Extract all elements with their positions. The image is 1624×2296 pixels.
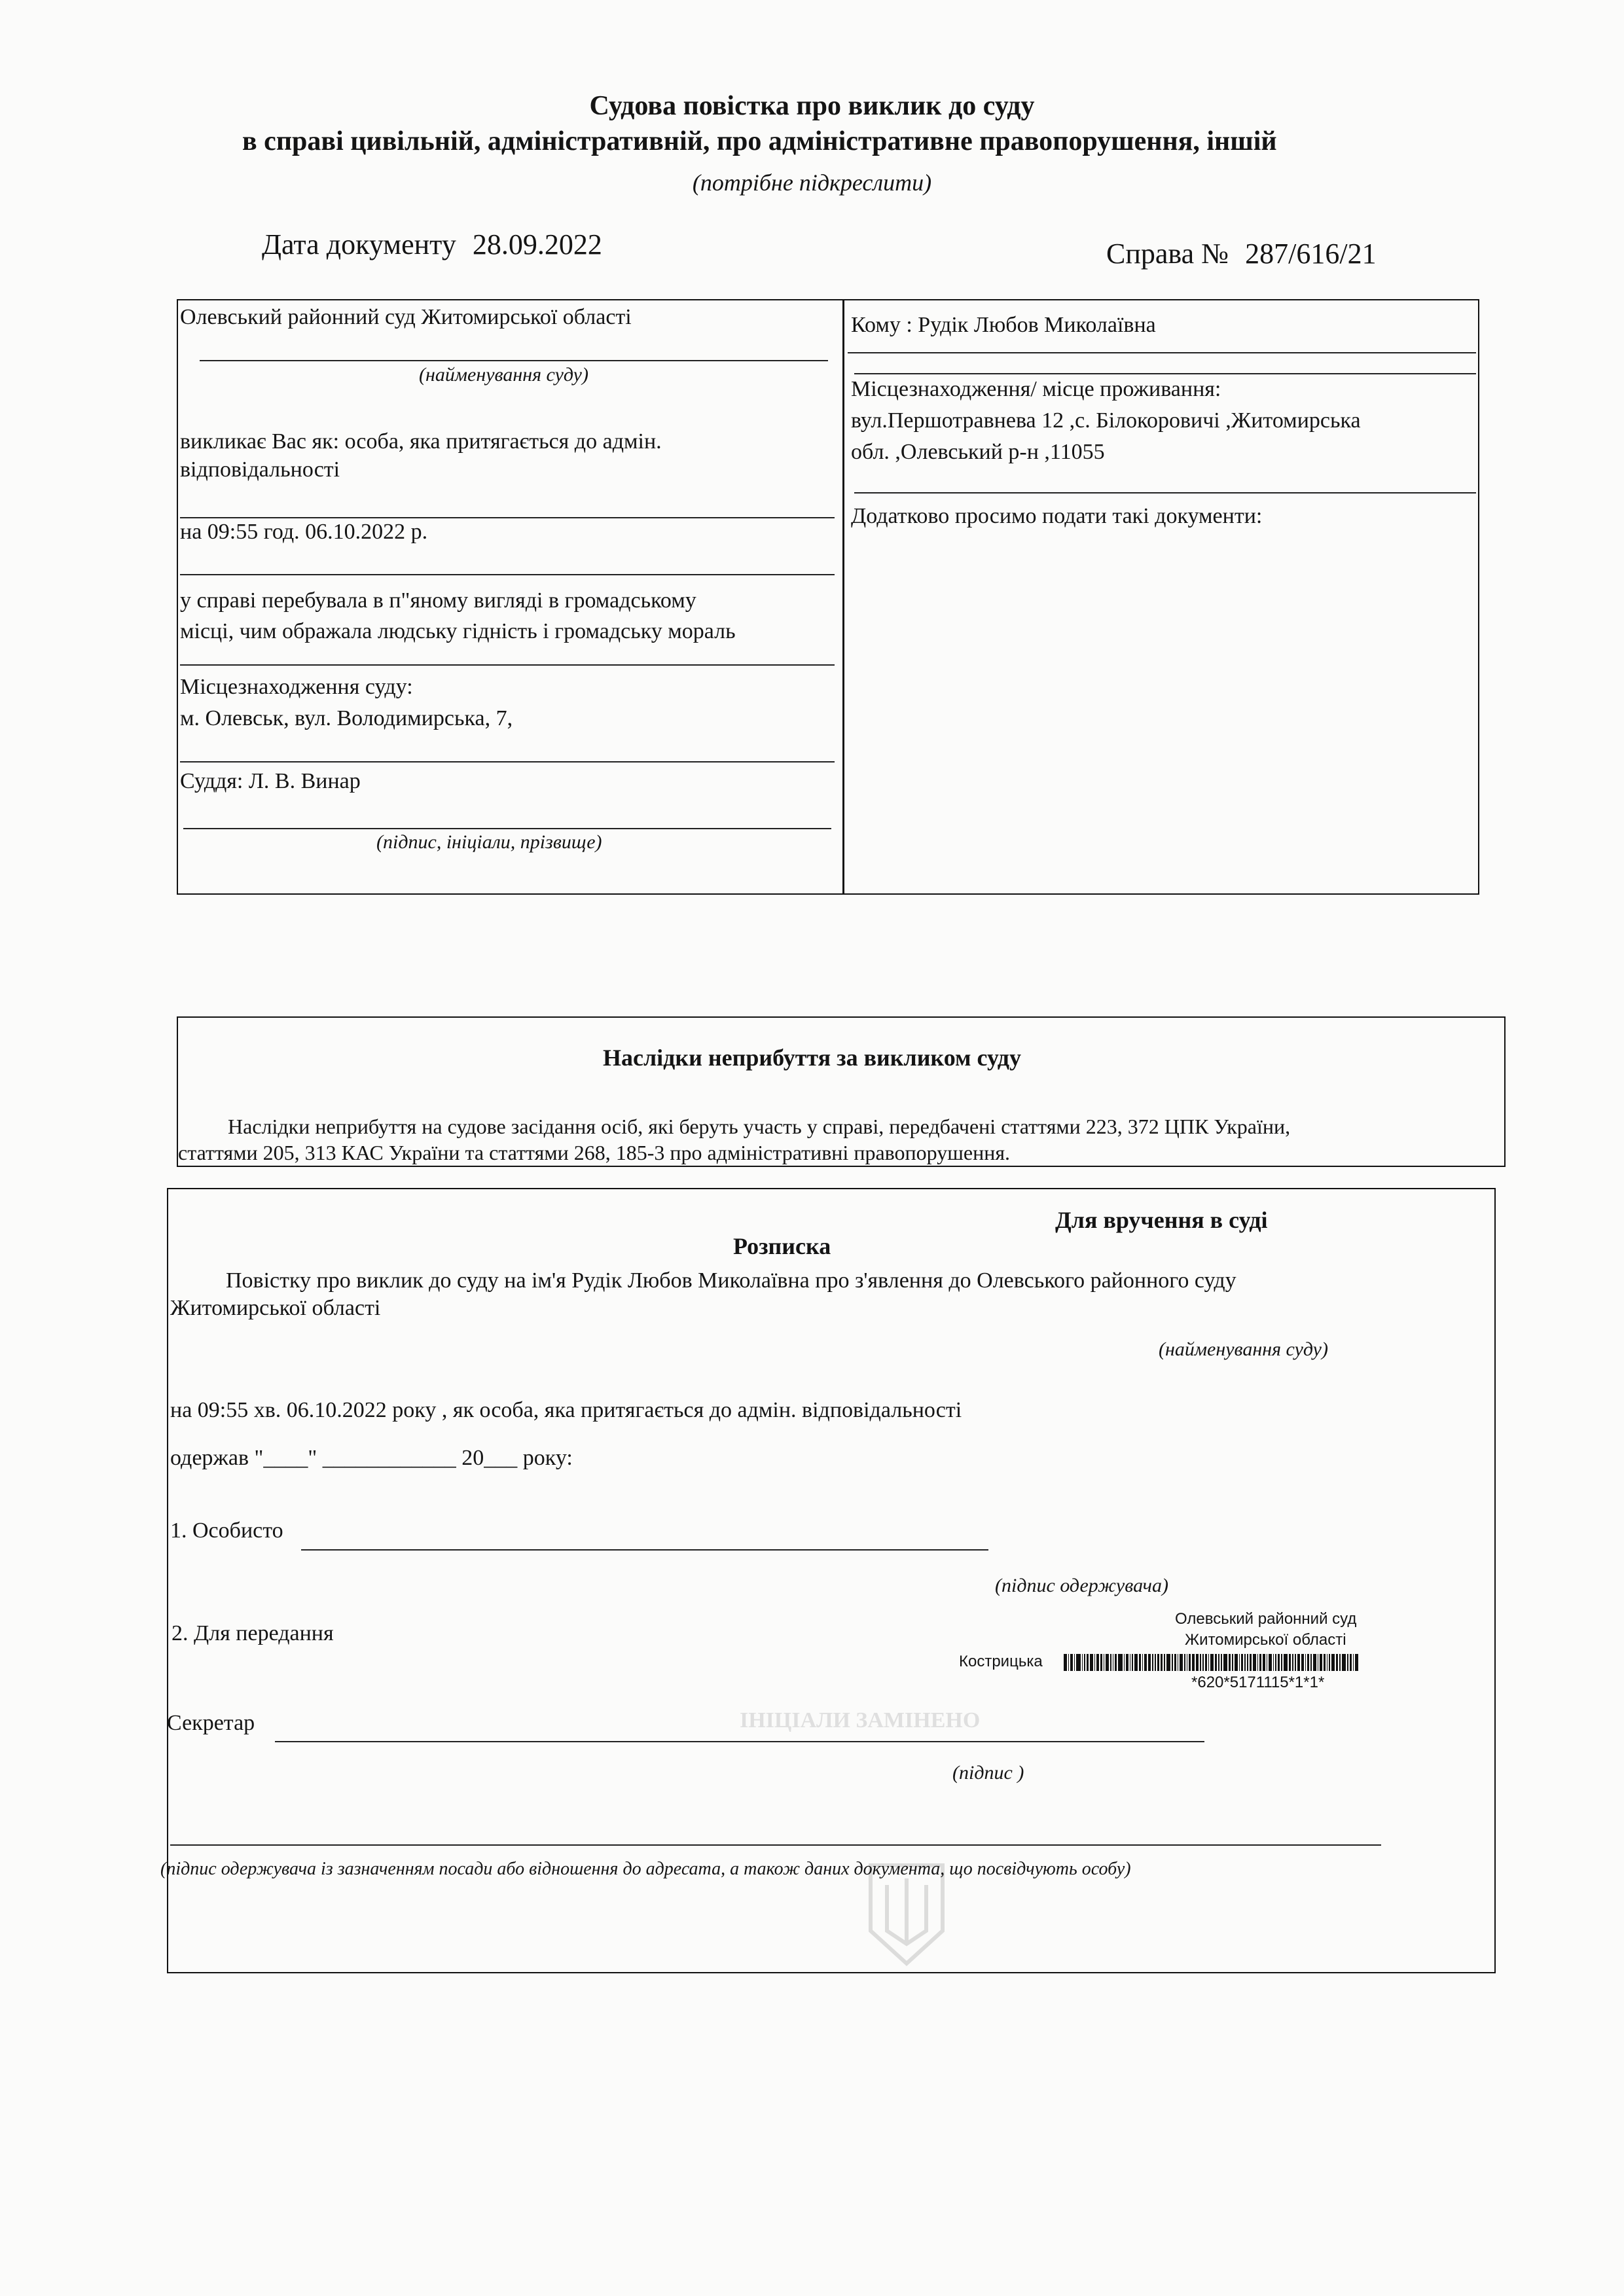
- barcode-bar: [1336, 1654, 1338, 1671]
- barcode-bar: [1301, 1654, 1303, 1671]
- barcode-bar: [1267, 1654, 1268, 1671]
- barcode-bar: [1184, 1654, 1185, 1671]
- receipt-court-caption: (найменування суду): [1159, 1338, 1328, 1360]
- case-number-value: 287/616/21: [1245, 238, 1377, 270]
- case-description-line1: у справі перебувала в п"яному вигляді в громадському: [180, 588, 696, 613]
- barcode-bar: [1241, 1654, 1243, 1671]
- stamp-court-line1: Олевський районний суд: [1175, 1610, 1357, 1628]
- barcode-bar: [1144, 1654, 1146, 1671]
- barcode-bar: [1269, 1654, 1272, 1671]
- barcode-bar: [1068, 1654, 1070, 1671]
- barcode-bar: [1148, 1654, 1151, 1671]
- called-as-line1: викликає Вас як: особа, яка притягається до адмін.: [180, 429, 662, 454]
- barcode-bar: [1100, 1654, 1102, 1671]
- recipient-name: Кому : Рудік Любов Миколаївна: [851, 313, 1156, 337]
- secretary-sign-line: [275, 1741, 1204, 1742]
- location-rule: [180, 664, 835, 666]
- barcode-bar: [1355, 1654, 1358, 1671]
- barcode-bar: [1275, 1654, 1276, 1671]
- barcode-bar: [1172, 1654, 1173, 1671]
- barcode-bar: [1064, 1654, 1067, 1671]
- barcode-bar: [1215, 1654, 1217, 1671]
- barcode-bar: [1074, 1654, 1075, 1671]
- barcode-bar: [1235, 1654, 1238, 1671]
- barcode-bar: [1196, 1654, 1199, 1671]
- barcode-bar: [1253, 1654, 1256, 1671]
- footer-sign-line: [170, 1844, 1381, 1846]
- barcode-bar: [1208, 1654, 1210, 1671]
- court-name-caption: (найменування суду): [419, 364, 588, 386]
- barcode-bar: [1278, 1654, 1280, 1671]
- document-date-label: Дата документу: [262, 228, 456, 260]
- barcode-bar: [1076, 1654, 1080, 1671]
- court-location-label: Місцезнаходження суду:: [180, 675, 413, 699]
- secretary-label: Секретар: [167, 1711, 255, 1735]
- barcode-bar: [1130, 1654, 1131, 1671]
- barcode-bar: [1124, 1654, 1125, 1671]
- barcode-bar: [1307, 1654, 1309, 1671]
- barcode-bar: [1106, 1654, 1109, 1671]
- barcode-bar: [1297, 1654, 1301, 1671]
- barcode-bar: [1347, 1654, 1348, 1671]
- document-subtitle: в справі цивільній, адміністративній, про адміністративне правопорушення, іншій: [242, 126, 1277, 156]
- barcode-bar: [1310, 1654, 1312, 1671]
- barcode-bar: [1118, 1654, 1122, 1671]
- barcode-bar: [1157, 1654, 1159, 1671]
- barcode-bar: [1289, 1654, 1291, 1671]
- summons-divider: [842, 299, 844, 895]
- personally-sign-line: [301, 1549, 988, 1551]
- case-number-label: Справа №: [1106, 238, 1229, 270]
- barcode-bar: [1155, 1654, 1156, 1671]
- residence-rule: [854, 492, 1476, 493]
- barcode-bar: [1247, 1654, 1248, 1671]
- barcode-bar: [1257, 1654, 1259, 1671]
- barcode-bar: [1292, 1654, 1293, 1671]
- stamp-court-line2: Житомирської області: [1185, 1631, 1346, 1649]
- barcode-bar: [1273, 1654, 1274, 1671]
- judge-caption: (підпис, ініціали, прізвище): [376, 831, 602, 853]
- barcode-bar: [1180, 1654, 1183, 1671]
- footer-caption: (підпис одержувача із зазначенням посади або відношення до адресата, а також даних документа, що посвідчують особу): [160, 1859, 1131, 1879]
- barcode-bar: [1221, 1654, 1222, 1671]
- barcode-bar: [1342, 1654, 1346, 1671]
- consequences-text-line2: статтями 205, 313 КАС України та статтями 268, 185-3 про адміністративні правопорушення.: [178, 1141, 1011, 1164]
- barcode-bar: [1113, 1654, 1114, 1671]
- receipt-text-line1: Повістку про виклик до суду на ім'я Рудік Любов Миколаївна про з'явлення до Олевського районного суду: [226, 1268, 1236, 1293]
- barcode-bar: [1229, 1654, 1231, 1671]
- residence-label: Місцезнаходження/ місце проживання:: [851, 377, 1221, 401]
- barcode-bar: [1244, 1654, 1246, 1671]
- underline-note: (потрібне підкреслити): [692, 170, 932, 196]
- barcode-bar: [1139, 1654, 1141, 1671]
- barcode-bar: [1239, 1654, 1240, 1671]
- barcode-bar: [1259, 1654, 1261, 1671]
- barcode-bar: [1210, 1654, 1214, 1671]
- barcode-bar: [1339, 1654, 1341, 1671]
- barcode-bar: [1187, 1654, 1188, 1671]
- residence-line2: обл. ,Олевський р-н ,11055: [851, 440, 1105, 464]
- called-as-line2: відповідальності: [180, 457, 340, 482]
- barcode-bar: [1084, 1654, 1085, 1671]
- barcode-bar: [1192, 1654, 1194, 1671]
- barcode-bar: [1161, 1654, 1163, 1671]
- barcode-bar: [1152, 1654, 1153, 1671]
- residence-line1: вул.Першотравнева 12 ,с. Білокоровичі ,Житомирська: [851, 408, 1361, 433]
- barcode-bar: [1313, 1654, 1316, 1671]
- barcode-bar: [1331, 1654, 1335, 1671]
- barcode-bar: [1094, 1654, 1096, 1671]
- barcode-bar: [1202, 1654, 1204, 1671]
- document-date: [262, 228, 602, 261]
- judge-rule: [180, 761, 835, 762]
- barcode-bar: [1104, 1654, 1105, 1671]
- barcode-bar: [1090, 1654, 1093, 1671]
- barcode-bar: [1324, 1654, 1326, 1671]
- barcode: [1064, 1654, 1499, 1671]
- barcode-bar: [1327, 1654, 1328, 1671]
- barcode-bar: [1263, 1654, 1265, 1671]
- consequences-title: Наслідки неприбуття за викликом суду: [603, 1045, 1021, 1071]
- receipt-time-line: на 09:55 хв. 06.10.2022 року , як особа, яка притягається до адмін. відповідальності: [170, 1398, 962, 1422]
- barcode-bar: [1305, 1654, 1307, 1671]
- receipt-text-line2: Житомирської області: [170, 1296, 381, 1320]
- barcode-bar: [1087, 1654, 1089, 1671]
- barcode-bar: [1115, 1654, 1117, 1671]
- case-number: [1106, 237, 1377, 270]
- barcode-bar: [1350, 1654, 1352, 1671]
- case-desc-rule: [180, 574, 835, 575]
- barcode-bar: [1174, 1654, 1176, 1671]
- received-date-line: одержав "____" ____________ 20___ року:: [170, 1446, 573, 1470]
- barcode-bar: [1353, 1654, 1354, 1671]
- barcode-bar: [1284, 1654, 1288, 1671]
- sender-name: Кострицька: [959, 1653, 1043, 1670]
- barcode-bar: [1134, 1654, 1138, 1671]
- barcode-bar: [1281, 1654, 1282, 1671]
- barcode-bar: [1295, 1654, 1296, 1671]
- barcode-bar: [1070, 1654, 1072, 1671]
- court-name: Олевський районний суд Житомирської області: [180, 305, 632, 329]
- barcode-bar: [1200, 1654, 1201, 1671]
- barcode-bar: [1142, 1654, 1144, 1671]
- barcode-bar: [1178, 1654, 1179, 1671]
- recipient-sign-caption: (підпис одержувача): [995, 1575, 1168, 1596]
- barcode-bar: [1232, 1654, 1233, 1671]
- consequences-text-line1: Наслідки неприбуття на судове засідання осіб, які беруть участь у справі, передбачені статтями 223, 372 ЦПК України,: [228, 1115, 1291, 1138]
- recipient-rule: [848, 352, 1476, 353]
- barcode-bar: [1250, 1654, 1252, 1671]
- barcode-bar: [1223, 1654, 1227, 1671]
- barcode-bar: [1320, 1654, 1322, 1671]
- case-description-line2: місці, чим ображала людську гідність і громадську мораль: [180, 619, 736, 643]
- barcode-bar: [1218, 1654, 1219, 1671]
- barcode-bar: [1126, 1654, 1128, 1671]
- barcode-bar: [1205, 1654, 1207, 1671]
- barcode-bar: [1110, 1654, 1111, 1671]
- barcode-bar: [1082, 1654, 1083, 1671]
- document-date-value: 28.09.2022: [472, 228, 602, 260]
- barcode-bar: [1132, 1654, 1133, 1671]
- bleed-through-text: ІНІЦІАЛИ ЗАМІНЕНО: [740, 1708, 981, 1732]
- barcode-bar: [1096, 1654, 1098, 1671]
- court-address: м. Олевськ, вул. Володимирська, 7,: [180, 706, 513, 730]
- barcode-bar: [1189, 1654, 1191, 1671]
- judge-name: Суддя: Л. В. Винар: [180, 769, 361, 793]
- judge-sign-line: [183, 828, 831, 829]
- receipt-title: Розписка: [733, 1233, 831, 1259]
- barcode-bar: [1164, 1654, 1165, 1671]
- for-court-label: Для вручення в суді: [1055, 1207, 1268, 1233]
- barcode-bar: [1329, 1654, 1330, 1671]
- barcode-bar: [1318, 1654, 1319, 1671]
- secretary-sign-caption: (підпис ): [952, 1762, 1024, 1784]
- barcode-number: *620*5171115*1*1*: [1191, 1674, 1325, 1691]
- personally-label: 1. Особисто: [170, 1518, 283, 1543]
- for-transfer-label: 2. Для передання: [171, 1621, 334, 1645]
- document-title: Судова повістка про виклик до суду: [589, 91, 1035, 121]
- hearing-time: на 09:55 год. 06.10.2022 р.: [180, 520, 428, 544]
- court-name-line: [200, 360, 828, 361]
- extra-documents-label: Додатково просимо подати такі документи:: [851, 504, 1263, 528]
- barcode-bar: [1166, 1654, 1170, 1671]
